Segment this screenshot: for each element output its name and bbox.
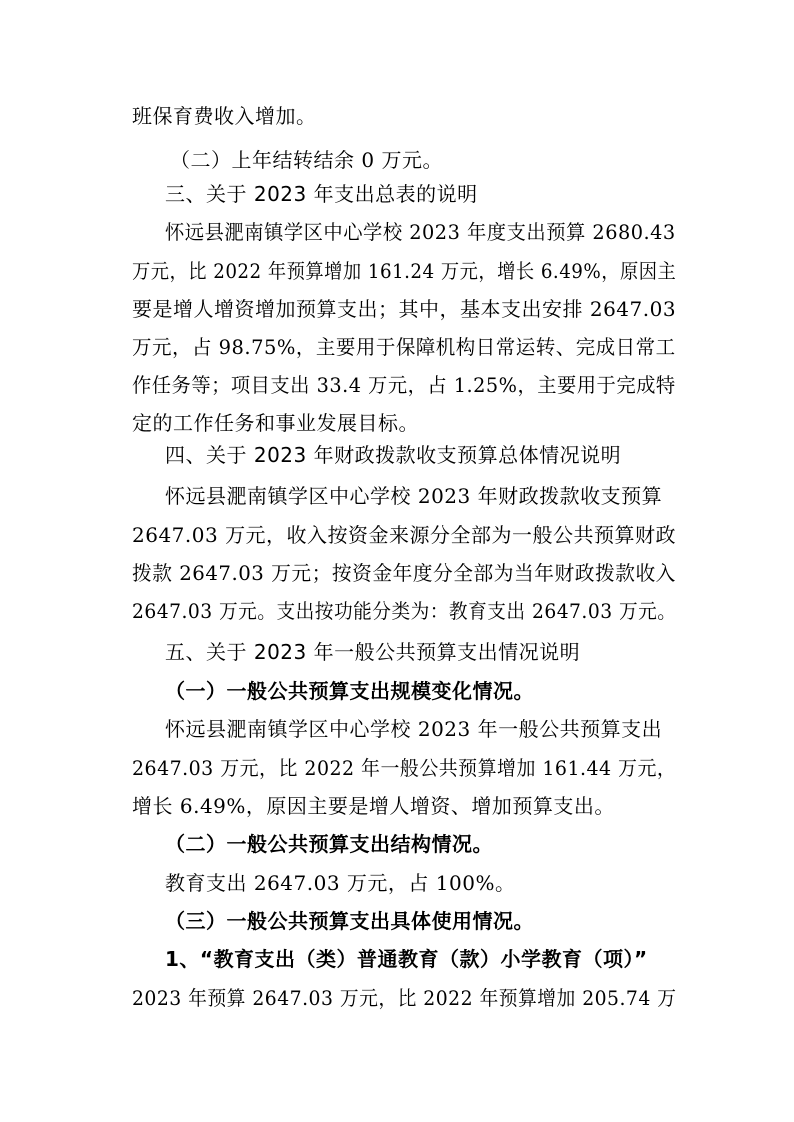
body-text-line: 要是增人增资增加预算支出；其中，基本支出安排 2647.03 [132,297,677,321]
body-text-line: 增长 6.49%，原因主要是增人增资、增加预算支出。 [132,794,615,818]
body-text-line: 怀远县淝南镇学区中心学校 2023 年一般公共预算支出 [165,717,663,741]
item-heading: 1、“教育支出（类）普通教育（款）小学教育（项）” [165,947,648,971]
body-text-line: 2647.03 万元。支出按功能分类为：教育支出 2647.03 万元。 [132,599,677,623]
subsection-heading: （三）一般公共预算支出具体使用情况。 [165,909,534,933]
body-text-line: 万元，比 2022 年预算增加 161.24 万元，增长 6.49%，原因主 [132,259,677,283]
section-heading: 四、关于 2023 年财政拨款收支预算总体情况说明 [165,443,622,467]
subsection-heading: （二）一般公共预算支出结构情况。 [165,832,493,856]
section-heading: 三、关于 2023 年支出总表的说明 [165,182,478,206]
body-text-line: 教育支出 2647.03 万元，占 100%。 [165,871,516,895]
body-text-line: 作任务等；项目支出 33.4 万元，占 1.25%，主要用于完成特 [132,373,676,397]
subsection-heading: （一）一般公共预算支出规模变化情况。 [165,679,534,703]
body-text-line: 怀远县淝南镇学区中心学校 2023 年财政拨款收支预算 [165,484,663,508]
body-text-line: 2023 年预算 2647.03 万元，比 2022 年预算增加 205.74 万 [132,986,677,1010]
body-text-line: 万元，占 98.75%，主要用于保障机构日常运转、完成日常工 [132,335,676,359]
body-text-line: 2647.03 万元，收入按资金来源分全部为一般公共预算财政 [132,523,677,547]
section-heading: 五、关于 2023 年一般公共预算支出情况说明 [165,640,581,664]
body-text-line: 拨款 2647.03 万元；按资金年度分全部为当年财政拨款收入 [132,561,676,585]
body-text-line: 班保育费收入增加。 [132,104,317,128]
body-text-line: 怀远县淝南镇学区中心学校 2023 年度支出预算 2680.43 [165,220,676,244]
body-text-line: （二）上年结转结余 0 万元。 [170,148,443,172]
body-text-line: 2647.03 万元，比 2022 年一般公共预算增加 161.44 万元， [132,756,677,780]
body-text-line: 定的工作任务和事业发展目标。 [132,411,419,435]
